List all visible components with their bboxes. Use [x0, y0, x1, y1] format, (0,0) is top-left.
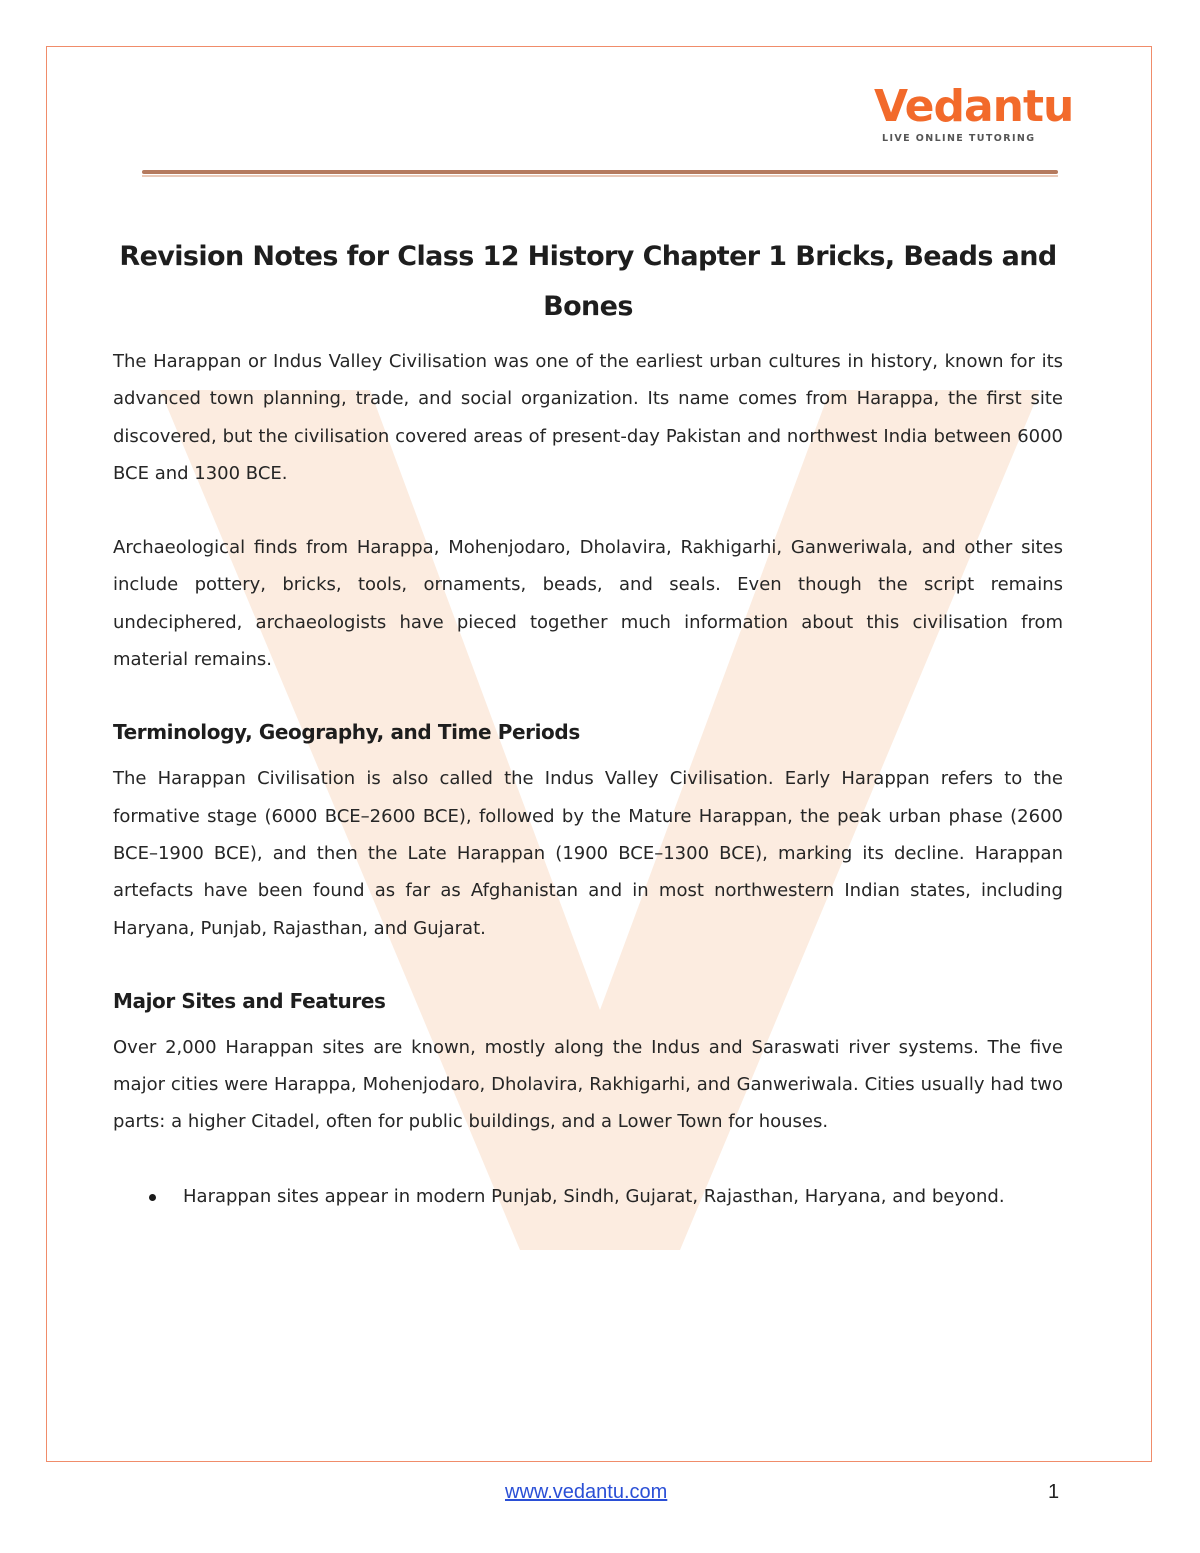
header-divider-shadow — [142, 175, 1058, 177]
page-number: 1 — [1048, 1481, 1060, 1503]
list-item — [113, 1178, 1063, 1215]
bullet-text: Harappan sites appear in modern Punjab, Sindh, Gujarat, Rajasthan, Haryana, and beyond. — [183, 1185, 1005, 1207]
bullet-icon — [149, 1194, 156, 1201]
section-heading-major-sites: Major Sites and Features — [113, 988, 386, 1013]
logo-tagline: LIVE ONLINE TUTORING — [882, 133, 1036, 144]
section-paragraph-major-sites: Over 2,000 Harappan sites are known, mostly along the Indus and Saraswati river systems. The five major cities were Harappa, Mohenjodaro, Dholavira, Rakhigarhi, and Ganweriwala. Cities usually had two parts: a higher Citadel, often for public buildings, and a Lower Town for houses. — [113, 1036, 1063, 1133]
document-body — [113, 232, 1063, 1215]
page-title: Revision Notes for Class 12 History Chapter 1 Bricks, Beads and Bones — [119, 241, 1057, 322]
intro-paragraph-1: The Harappan or Indus Valley Civilisation was one of the earliest urban cultures in history, known for its advanced town planning, trade, and social organization. Its name comes from Harappa, the first site discovered, but the civilisation covered areas of present-day Pakistan and northwest India between 6000 BCE and 1300 BCE. — [113, 351, 1063, 484]
section-heading-terminology: Terminology, Geography, and Time Periods — [113, 720, 580, 745]
bullet-list — [113, 1178, 1063, 1215]
section-paragraph-terminology: The Harappan Civilisation is also called the Indus Valley Civilisation. Early Harappan refers to the formative stage (6000 BCE–2600 BCE), followed by the Mature Harappan, the peak urban phase (2600 BCE–1900 BCE), and then the Late Harappan (1900 BCE–1300 BCE), marking its decline. Harappan artefacts have been found as far as Afghanistan and in most northwestern Indian states, including Haryana, Punjab, Rajasthan, and Gujarat. — [113, 768, 1063, 939]
footer-website-link[interactable]: www.vedantu.com — [505, 1481, 668, 1503]
intro-paragraph-2: Archaeological finds from Harappa, Mohenjodaro, Dholavira, Rakhigarhi, Ganweriwala, and other sites include pottery, bricks, tools, ornaments, beads, and seals. Even though the script remains undeciphered, archaeologists have pieced together much information about this civilisation from material remains. — [113, 537, 1063, 671]
header-divider — [142, 170, 1058, 174]
vedantu-logo — [872, 81, 1074, 152]
logo-wordmark: Vedantu — [874, 81, 1074, 132]
